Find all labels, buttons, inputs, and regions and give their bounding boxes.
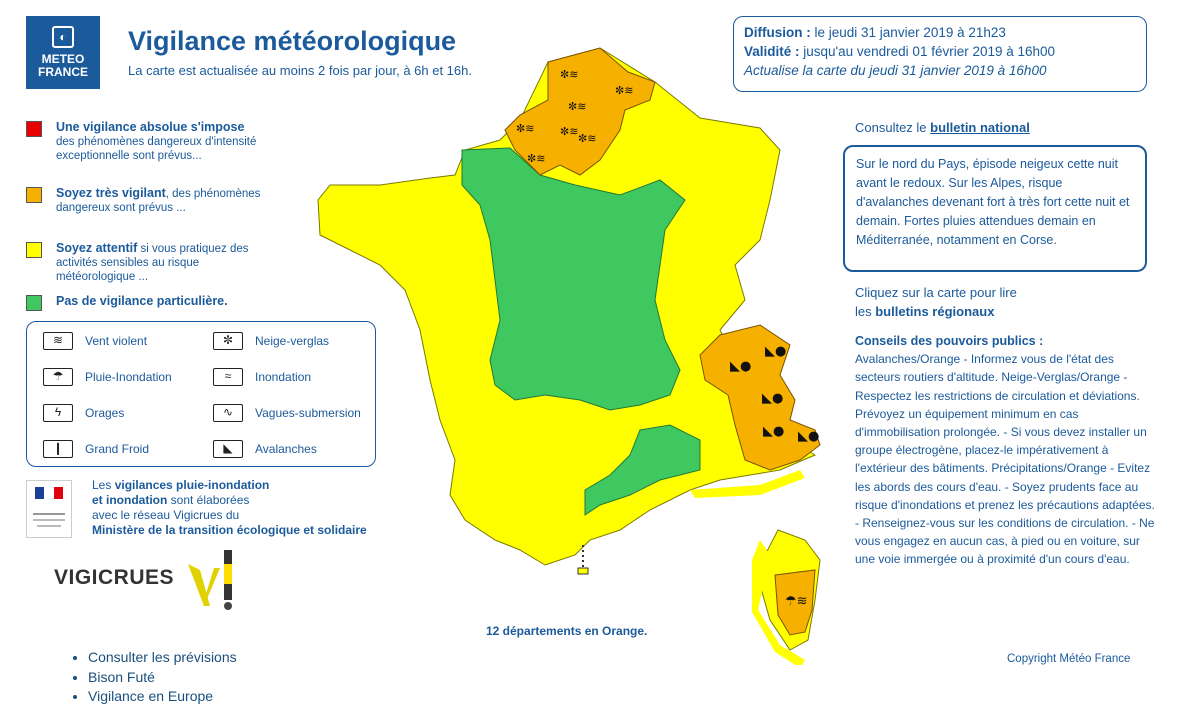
legend-orange-text: , des phénomènes dangereux sont prévus ... (56, 188, 261, 214)
snow-icon: ✼≋ (615, 84, 634, 97)
avalanche-icon: ◣● (762, 391, 784, 406)
legend-red-title: Une vigilance absolue s'impose (56, 120, 245, 134)
storm-icon: ϟ (43, 404, 73, 422)
note-text: Les (92, 478, 115, 492)
legend-yellow-text: si vous pratiquez des activités sensibles au risque météorologique ... (56, 243, 249, 283)
france-green-region[interactable] (462, 148, 685, 410)
phenomenon-label: Grand Froid (85, 442, 150, 456)
green-swatch (26, 295, 42, 311)
andorra-box (578, 568, 588, 574)
conseils-section (855, 332, 1155, 569)
legend-yellow-title: Soyez attentif (56, 241, 138, 255)
phenomenon-label: Inondation (255, 370, 312, 384)
meteo-france-logo[interactable] (26, 16, 100, 89)
yellow-swatch (26, 242, 42, 258)
link-vigilance-europe[interactable]: • Vigilance en Europe (88, 687, 237, 707)
validity-label: Validité : (744, 44, 800, 59)
page-title: Vigilance météorologique (128, 26, 457, 56)
national-pre: Consultez le (855, 120, 931, 135)
phenomenon-label: Avalanches (255, 442, 317, 456)
note-bold: vigilances pluie-inondation (114, 478, 270, 492)
avalanche-icon: ◣● (765, 344, 787, 359)
regional-pre: les (855, 304, 876, 319)
phenomenon-label: Vent violent (85, 334, 148, 348)
bulletin-summary: Sur le nord du Pays, épisode neigeux cette nuit avant le redoux. Sur les Alpes, risque d'avalanches devenant fort à très fort cette nuit et demain. Fortes pluies attendues demain en Méditerranée, notamment en Corse. (843, 145, 1147, 272)
avalanche-icon: ◣● (730, 359, 752, 374)
legend-green-title: Pas de vigilance particulière. (56, 294, 228, 308)
french-flag-icon (35, 487, 63, 499)
avalanche-icon: ◣● (798, 429, 820, 444)
snow-icon: ✼≋ (516, 122, 535, 135)
national-bulletin-line (855, 120, 1030, 135)
snow-icon: ✼≋ (560, 68, 579, 81)
wind-icon: ≋ (43, 332, 73, 350)
flood-icon: ≈ (213, 368, 243, 386)
rain-flood-icon: ☂ (43, 368, 73, 386)
snow-icon: ✼≋ (527, 152, 546, 165)
link-bison-fute[interactable]: • Bison Futé (88, 668, 237, 688)
logo-line2: FRANCE (38, 65, 88, 79)
legend-orange (26, 186, 276, 215)
copyright: Copyright Météo France (1007, 653, 1131, 665)
avalanche-icon: ◣● (763, 424, 785, 439)
snow-icon: ✼≋ (568, 100, 587, 113)
conseils-title: Conseils des pouvoirs publics : (855, 334, 1044, 348)
legend-red-text: des phénomènes dangereux d'intensité exceptionnelle sont prévus... (56, 136, 257, 162)
orange-swatch (26, 187, 42, 203)
vigicrues-vi-logo[interactable] (186, 550, 246, 612)
regional-bulletins-link[interactable]: bulletins régionaux (875, 304, 995, 319)
legend-red (26, 120, 276, 163)
phenomenon-label: Vagues-submersion (255, 406, 361, 420)
phenomenon-label: Neige-verglas (255, 334, 330, 348)
regional-bulletins (855, 283, 1017, 321)
wave-icon: ∿ (213, 404, 243, 422)
diffusion-label: Diffusion : (744, 25, 811, 40)
snow-icon: ✼ (213, 332, 243, 350)
conseils-text: Avalanches/Orange - Informez vous de l'état des secteurs routiers d'altitude. Neige-Verglas/Orange - Respectez les restrictions de circulation et déviations. Prévoyez un équipement minimum en cas d'immobilisation prolongée. - Si vous devez installer un groupe électrogène, placez-le impérativement à l'extérieur des bâtiments. Précipitations/Orange - Evitez les abords des cours d'eau. - Soyez prudents face au risque d'inondations et prenez les précautions adaptées. - Renseignez-vous sur les conditions de circulation. - Ne vous engagez en aucun cas, à pied ou en voiture, sur une voie immergée ou à proximité d'un cours d'eau. (855, 352, 1155, 567)
validity-value: jusqu'au vendredi 01 février 2019 à 16h00 (799, 44, 1056, 59)
vigicrues-logo[interactable]: VIGICRUES (54, 566, 175, 589)
page-subtitle: La carte est actualisée au moins 2 fois par jour, à 6h et 16h. (128, 63, 472, 78)
national-bulletin-link[interactable]: bulletin national (930, 120, 1030, 135)
phenomenon-label: Pluie-Inondation (85, 370, 172, 384)
thermometer-icon: ❙ (43, 440, 73, 458)
note-text: avec le réseau Vigicrues du (92, 508, 240, 522)
ministry-logo (26, 480, 72, 538)
ministry-name: Ministère de la transition écologique et solidaire (92, 523, 367, 537)
rain-flood-icon: ☂≋ (785, 594, 808, 609)
vigilance-map[interactable] (285, 40, 845, 665)
note-bold: et inondation (92, 493, 168, 507)
diffusion-value: le jeudi 31 janvier 2019 à 21h23 (810, 25, 1006, 40)
snow-icon: ✼≋ (578, 132, 597, 145)
meteo-france-emblem-icon: ◐ (52, 26, 74, 48)
logo-line1: METEO (41, 52, 85, 66)
legend-yellow (26, 241, 276, 284)
avalanche-icon: ◣ (213, 440, 243, 458)
legend-orange-title: Soyez très vigilant (56, 186, 166, 200)
orange-count-label: 12 départements en Orange. (486, 624, 648, 638)
legend-green (26, 294, 276, 309)
note-text: sont élaborées (167, 493, 250, 507)
update-link[interactable]: Actualise la carte du jeudi 31 janvier 2019 à 16h00 (744, 63, 1047, 78)
link-previsions[interactable]: • Consulter les prévisions (88, 648, 237, 668)
red-swatch (26, 121, 42, 137)
footer-links (70, 648, 237, 707)
snow-icon: ✼≋ (560, 125, 579, 138)
regional-line1: Cliquez sur la carte pour lire (855, 285, 1017, 300)
diffusion-box (733, 16, 1147, 92)
phenomenon-label: Orages (85, 406, 125, 420)
